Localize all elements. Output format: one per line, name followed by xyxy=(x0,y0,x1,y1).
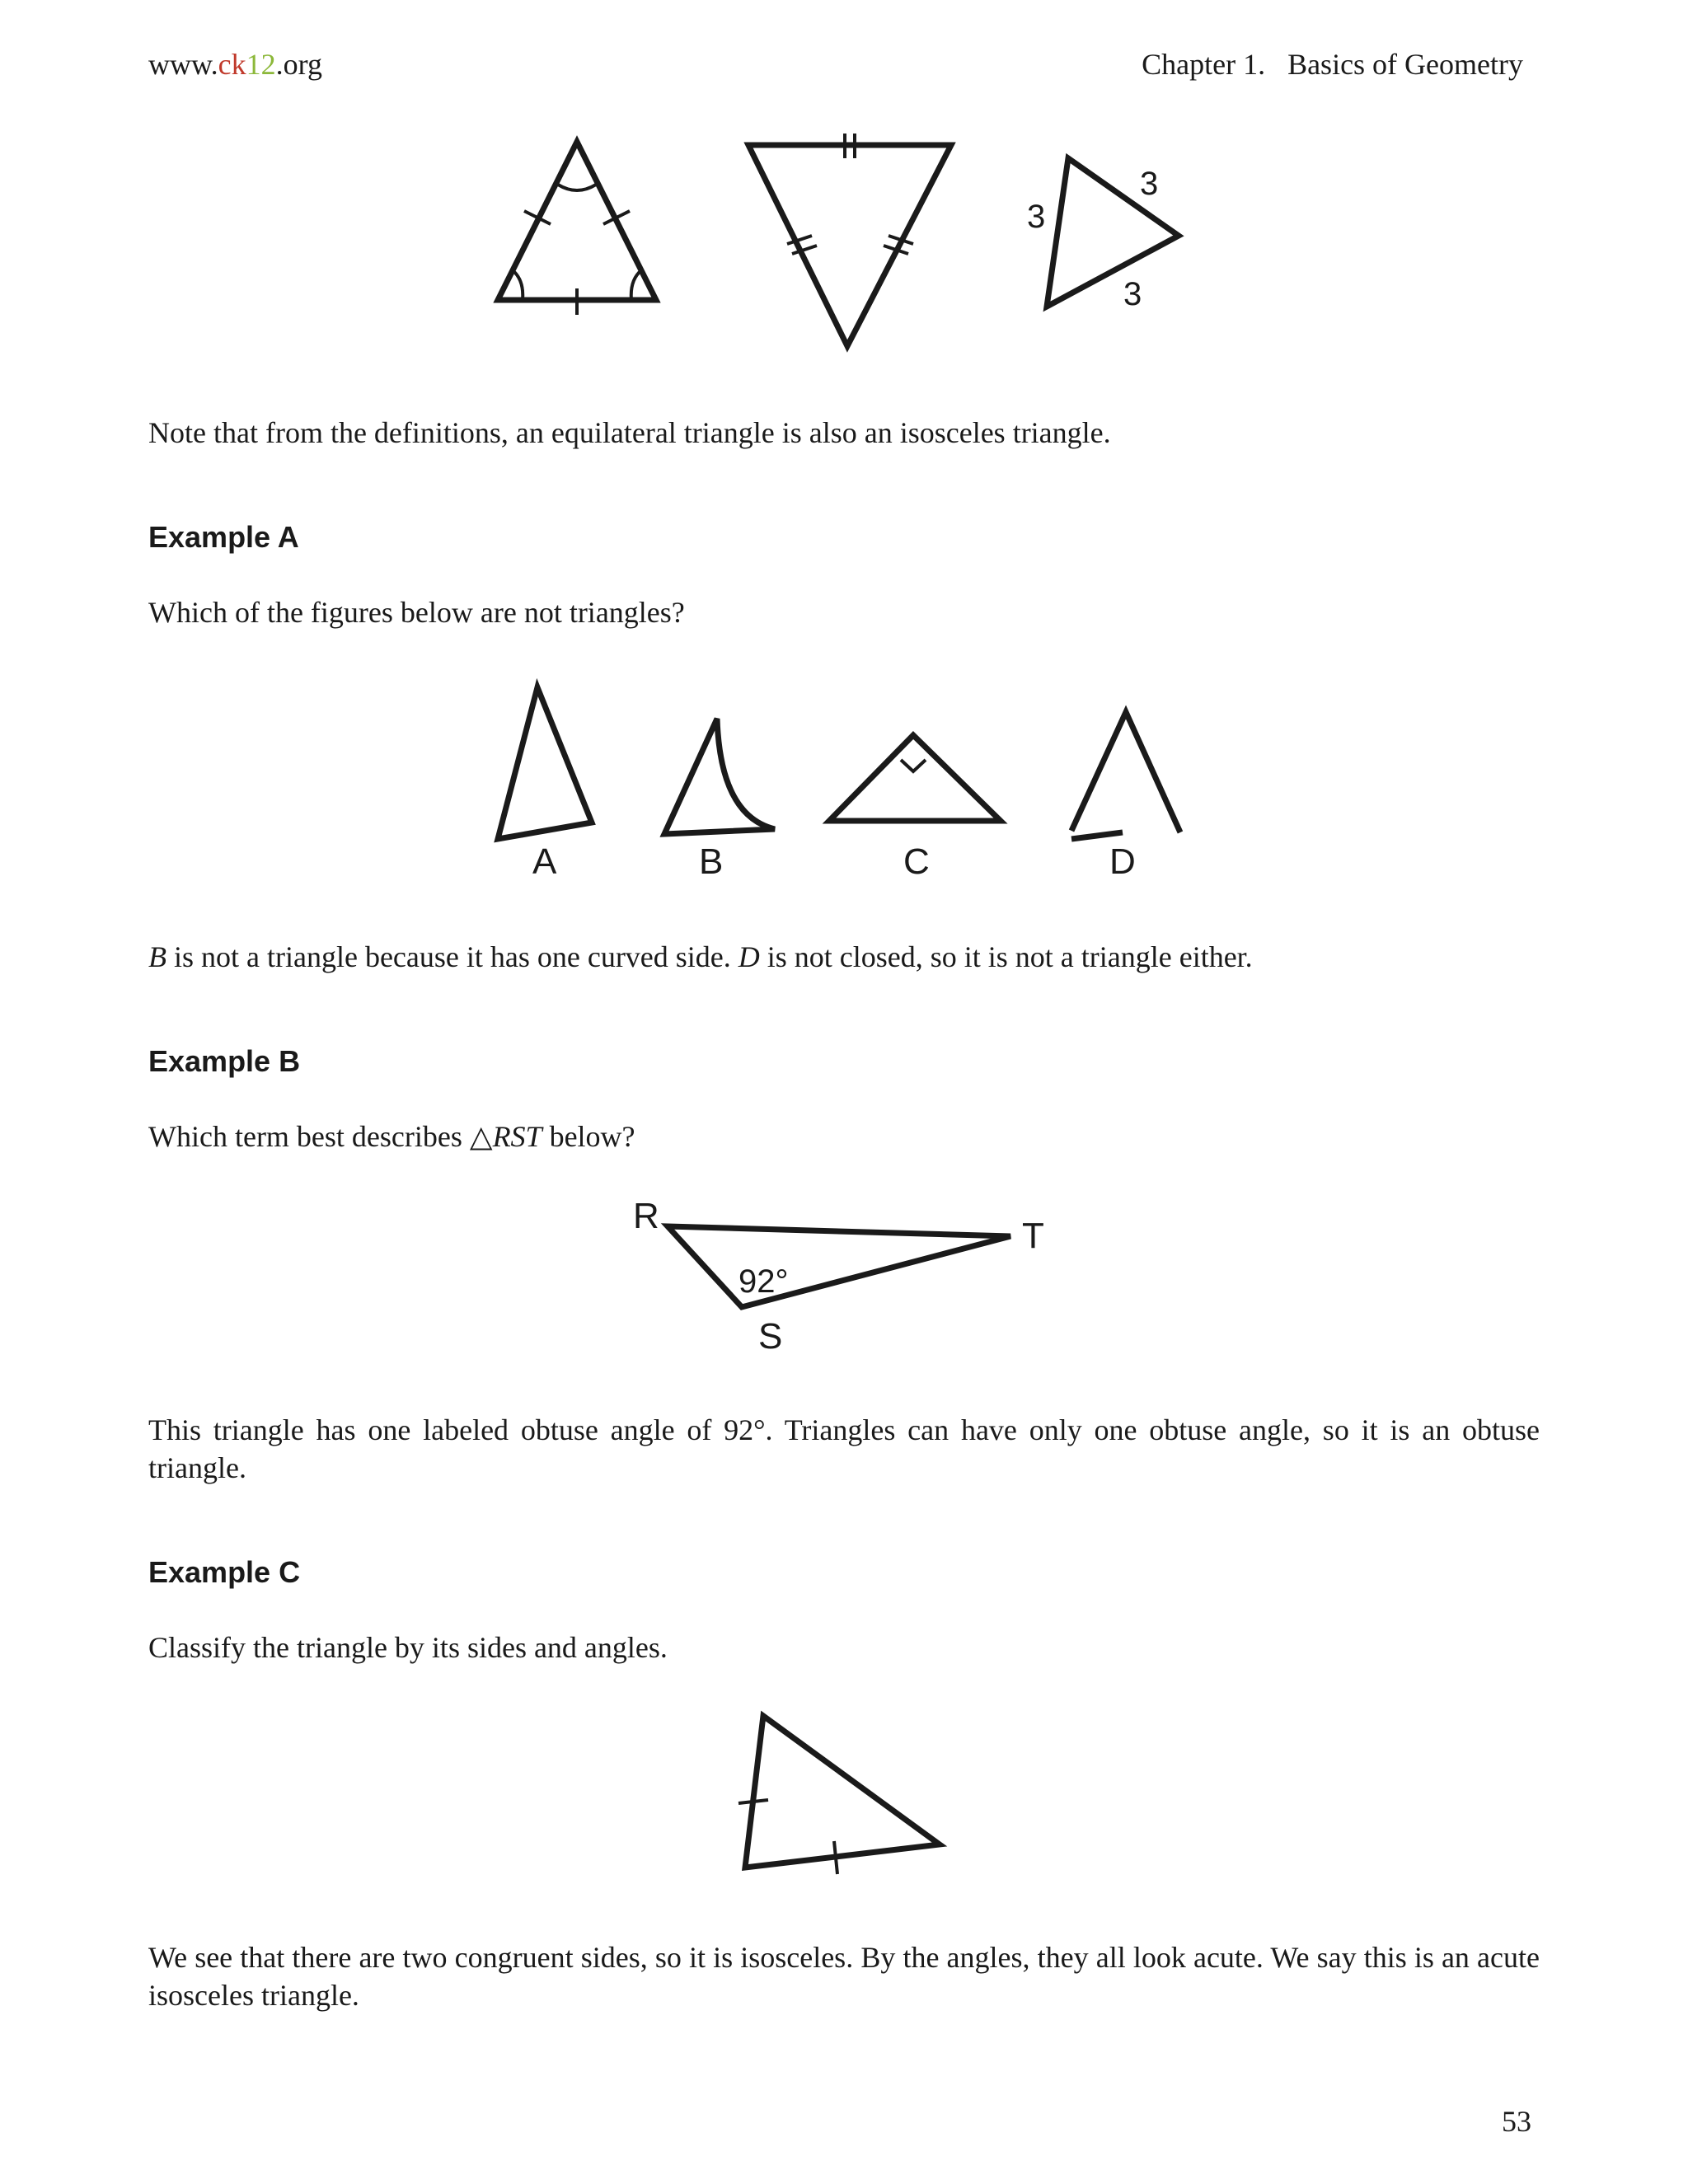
angle-label-92: 92° xyxy=(738,1263,789,1300)
vertex-label-r: R xyxy=(633,1196,659,1236)
equilateral-triangle xyxy=(1047,158,1179,307)
right-angle-mark xyxy=(901,760,926,771)
figure-triangle-types-svg xyxy=(0,132,1688,363)
figure-triangle-rst-svg xyxy=(0,1195,1688,1360)
figure-c-shape xyxy=(829,735,1001,821)
example-c-answer: We see that there are two congruent sides, so it is isosceles. By the angles, they all look acute. We say this is an acute isosceles triangle. xyxy=(148,1941,1540,2012)
answer-part2: is not closed, so it is not a triangle either. xyxy=(759,940,1253,973)
figure-isosceles-triangle-svg xyxy=(0,1706,1688,1887)
vertex-label-t: T xyxy=(1022,1216,1044,1256)
figure-label-c: C xyxy=(903,841,930,882)
figure-triangle-types xyxy=(0,132,1688,363)
figure-d-base xyxy=(1071,832,1123,839)
site-prefix: www. xyxy=(148,48,218,81)
answer-b-letter: B xyxy=(148,940,166,973)
example-b-question xyxy=(148,1118,1540,1155)
tick-bottom-side xyxy=(834,1841,837,1874)
angle-arc-right xyxy=(631,270,641,300)
site-12: 12 xyxy=(246,48,276,81)
angle-arc-top xyxy=(558,185,596,190)
inverted-triangle xyxy=(748,145,951,346)
angle-arc-left xyxy=(513,270,523,300)
tick-left-side xyxy=(738,1800,768,1803)
figure-label-d: D xyxy=(1109,841,1136,882)
figure-label-b: B xyxy=(699,841,724,882)
figure-which-triangles-svg xyxy=(0,676,1688,882)
figure-triangle-rst xyxy=(0,1195,1688,1360)
marked-equilateral-triangle xyxy=(498,142,656,300)
side-label-top: 3 xyxy=(1140,166,1159,202)
figure-which-triangles xyxy=(0,676,1688,882)
note-paragraph: Note that from the definitions, an equilateral triangle is also an isosceles triangle. xyxy=(148,416,1111,449)
example-b-heading: Example B xyxy=(148,1044,301,1078)
figure-label-a: A xyxy=(532,841,557,882)
site-suffix: .org xyxy=(275,48,322,81)
triangle-rst-shape xyxy=(668,1226,1010,1307)
example-c-question: Classify the triangle by its sides and angles. xyxy=(148,1631,668,1664)
side-label-bottom: 3 xyxy=(1123,276,1142,312)
example-a-heading: Example A xyxy=(148,520,299,554)
answer-d-letter: D xyxy=(738,940,760,973)
header-chapter: Chapter 1. Basics of Geometry xyxy=(1142,48,1523,81)
figure-a-shape xyxy=(498,687,592,839)
triangle-symbol: △ xyxy=(469,1120,493,1153)
side-label-left: 3 xyxy=(1027,199,1046,235)
figure-isosceles-triangle xyxy=(0,1706,1688,1887)
site-ck: ck xyxy=(218,48,246,81)
triangle-name: RST xyxy=(492,1120,542,1153)
figure-d-open-part1 xyxy=(1071,712,1180,832)
answer-part1: is not a triangle because it has one curved side. xyxy=(166,940,738,973)
question-suffix: below? xyxy=(542,1120,635,1153)
example-a-answer xyxy=(148,938,1540,976)
example-a-question: Which of the figures below are not triangles? xyxy=(148,596,685,629)
question-prefix: Which term best describes xyxy=(148,1120,470,1153)
header-site-url xyxy=(148,46,322,82)
isosceles-triangle-shape xyxy=(745,1716,940,1868)
example-c-heading: Example C xyxy=(148,1555,301,1589)
vertex-label-s: S xyxy=(758,1316,783,1357)
page-number: 53 xyxy=(1502,2105,1531,2138)
figure-b-shape xyxy=(664,719,775,834)
example-b-answer: This triangle has one labeled obtuse angle of 92°. Triangles can have only one obtuse angle, so it is an obtuse triangle. xyxy=(148,1413,1540,1484)
